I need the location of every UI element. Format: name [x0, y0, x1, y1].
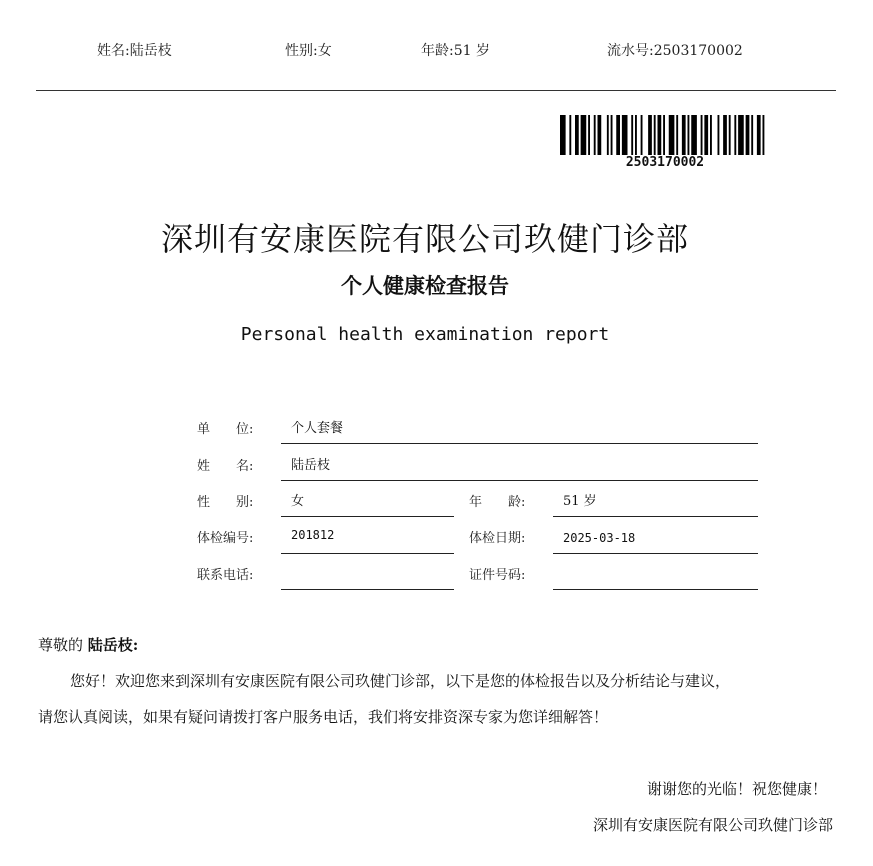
barcode-bar	[611, 115, 613, 155]
barcode-bar	[718, 115, 720, 155]
barcode-bar	[648, 115, 652, 155]
barcode-bar	[598, 115, 602, 155]
unit-value: 个人套餐	[281, 417, 758, 444]
barcode-bar	[575, 115, 579, 155]
salutation-name: 陆岳枝:	[87, 636, 139, 654]
phone-value	[281, 563, 454, 590]
name-value: 陆岳枝	[281, 454, 758, 481]
barcode-bar	[710, 115, 712, 155]
header-name	[97, 40, 172, 60]
header-gender-label: 性别:	[285, 43, 318, 59]
barcode-bar	[751, 115, 753, 155]
barcode-bar	[682, 115, 686, 155]
name-label: 姓 名:	[197, 459, 254, 474]
closing-thanks: 谢谢您的光临！祝您健康！	[646, 780, 827, 798]
barcode-bar	[594, 115, 596, 155]
barcode-bar	[704, 115, 708, 155]
barcode-bar	[581, 115, 587, 155]
barcode-bar	[569, 115, 571, 155]
hospital-title: 深圳有安康医院有限公司玖健门诊部	[160, 220, 689, 258]
report-title-english: Personal health examination report	[240, 324, 610, 345]
barcode-bar	[588, 115, 590, 155]
barcode-bar	[616, 115, 620, 155]
barcode-bar	[746, 115, 750, 155]
letter-paragraph-line-2: 请您认真阅读，如果有疑问请拨打客户服务电话，我们将安排资深专家为您详细解答！	[38, 708, 609, 726]
age-label: 年 龄:	[469, 495, 526, 510]
barcode-bar	[669, 115, 675, 155]
header-age-value: 51 岁	[453, 43, 490, 59]
exam-date-value: 2025-03-18	[553, 526, 758, 554]
gender-value: 女	[281, 490, 454, 517]
header-gender	[285, 40, 332, 60]
barcode-image	[560, 115, 770, 155]
barcode-bar	[723, 115, 727, 155]
barcode-bar	[688, 115, 690, 155]
id-number-label: 证件号码:	[469, 568, 526, 583]
barcode-bar	[635, 115, 637, 155]
barcode-bar	[691, 115, 697, 155]
header-name-value: 陆岳枝	[129, 43, 172, 59]
phone-label: 联系电话:	[197, 568, 254, 583]
header-serial-value: 2503170002	[653, 43, 743, 59]
barcode-number: 2503170002	[625, 155, 705, 170]
unit-label: 单 位:	[197, 422, 254, 437]
header-age-label: 年龄:	[421, 43, 454, 59]
age-value: 51 岁	[553, 490, 758, 517]
id-number-value	[553, 563, 758, 590]
barcode-bar	[757, 115, 761, 155]
closing-signature: 深圳有安康医院有限公司玖健门诊部	[592, 816, 833, 834]
header-gender-value: 女	[317, 43, 332, 59]
barcode-bar	[763, 115, 765, 155]
barcode-bar	[676, 115, 678, 155]
barcode-bar	[631, 115, 633, 155]
report-title: 个人健康检查报告	[341, 274, 509, 298]
exam-date-label: 体检日期:	[469, 531, 526, 546]
header-serial	[607, 40, 743, 60]
barcode-bar	[734, 115, 736, 155]
barcode-bar	[641, 115, 643, 155]
header-serial-label: 流水号:	[607, 43, 654, 59]
salutation	[38, 634, 138, 655]
exam-number-value: 201812	[281, 526, 454, 554]
barcode-bar	[654, 115, 656, 155]
letter-paragraph-line-1: 您好！欢迎您来到深圳有安康医院有限公司玖健门诊部，以下是您的体检报告以及分析结论与建议，	[70, 672, 731, 690]
header-age	[421, 40, 490, 60]
header-divider	[36, 90, 836, 91]
gender-label: 性 别:	[197, 495, 254, 510]
barcode-bar	[701, 115, 703, 155]
header-name-label: 姓名:	[97, 43, 130, 59]
barcode-bar	[607, 115, 609, 155]
barcode-bar	[663, 115, 665, 155]
barcode-bar	[729, 115, 731, 155]
barcode-bar	[560, 115, 566, 155]
barcode-bar	[658, 115, 662, 155]
barcode-bar	[738, 115, 744, 155]
barcode-bar	[622, 115, 628, 155]
salutation-prefix: 尊敬的	[38, 636, 84, 654]
exam-number-label: 体检编号:	[197, 531, 254, 546]
